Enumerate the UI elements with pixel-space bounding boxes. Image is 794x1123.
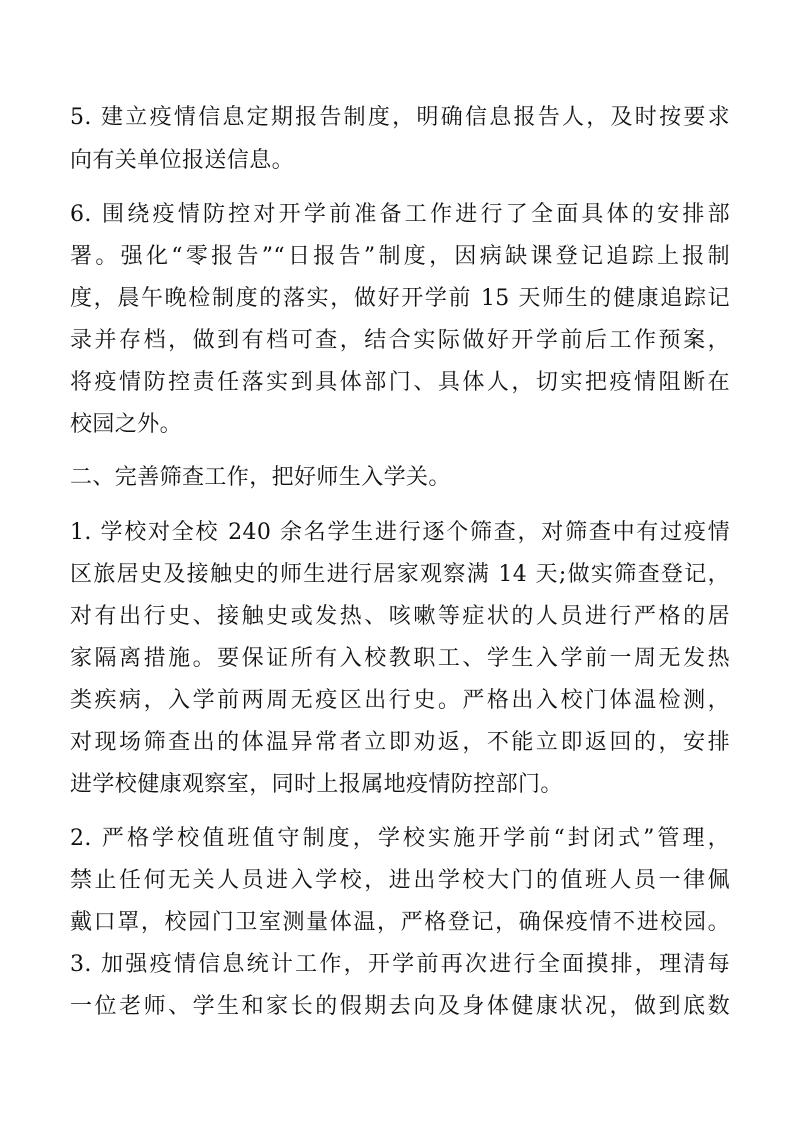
text-line: 向有关单位报送信息。 [70, 148, 295, 173]
document-page [70, 0, 730, 1123]
text-line: 进学校健康观察室，同时上报属地疫情防控部门。 [70, 772, 563, 797]
text-line: 3. 加强疫情信息统计工作，开学前再次进行全面摸排，理清每 [70, 952, 730, 977]
text-line: 区旅居史及接触史的师生进行居家观察满 14 天;做实筛查登记， [70, 562, 730, 587]
text-line: 将疫情防控责任落实到具体部门、具体人，切实把疫情阻断在 [70, 370, 730, 395]
text-line: 2. 严格学校值班值守制度，学校实施开学前“封闭式”管理， [70, 826, 730, 851]
text-line: 度，晨午晚检制度的落实，做好开学前 15 天师生的健康追踪记 [70, 286, 730, 311]
section-heading: 二、完善筛查工作，把好师生入学关。 [70, 465, 451, 490]
text-line: 对现场筛查出的体温异常者立即劝返，不能立即返回的，安排 [70, 730, 730, 755]
text-line: 6. 围绕疫情防控对开学前准备工作进行了全面具体的安排部 [70, 202, 730, 227]
text-line: 署。强化“零报告”“日报告”制度，因病缺课登记追踪上报制 [70, 244, 730, 269]
text-line: 对有出行史、接触史或发热、咳嗽等症状的人员进行严格的居 [70, 604, 730, 629]
text-line: 录并存档，做到有档可查，结合实际做好开学前后工作预案， [70, 328, 730, 353]
text-line: 校园之外。 [70, 412, 183, 437]
text-line: 1. 学校对全校 240 余名学生进行逐个筛查，对筛查中有过疫情 [70, 520, 730, 545]
text-line: 5. 建立疫情信息定期报告制度，明确信息报告人，及时按要求 [70, 105, 730, 130]
text-line: 家隔离措施。要保证所有入校教职工、学生入学前一周无发热 [70, 646, 730, 671]
text-line: 一位老师、学生和家长的假期去向及身体健康状况，做到底数 [70, 994, 730, 1019]
text-line: 禁止任何无关人员进入学校，进出学校大门的值班人员一律佩 [70, 868, 730, 893]
text-line: 戴口罩，校园门卫室测量体温，严格登记，确保疫情不进校园。 [70, 910, 730, 935]
text-line: 类疾病，入学前两周无疫区出行史。严格出入校门体温检测， [70, 688, 730, 713]
